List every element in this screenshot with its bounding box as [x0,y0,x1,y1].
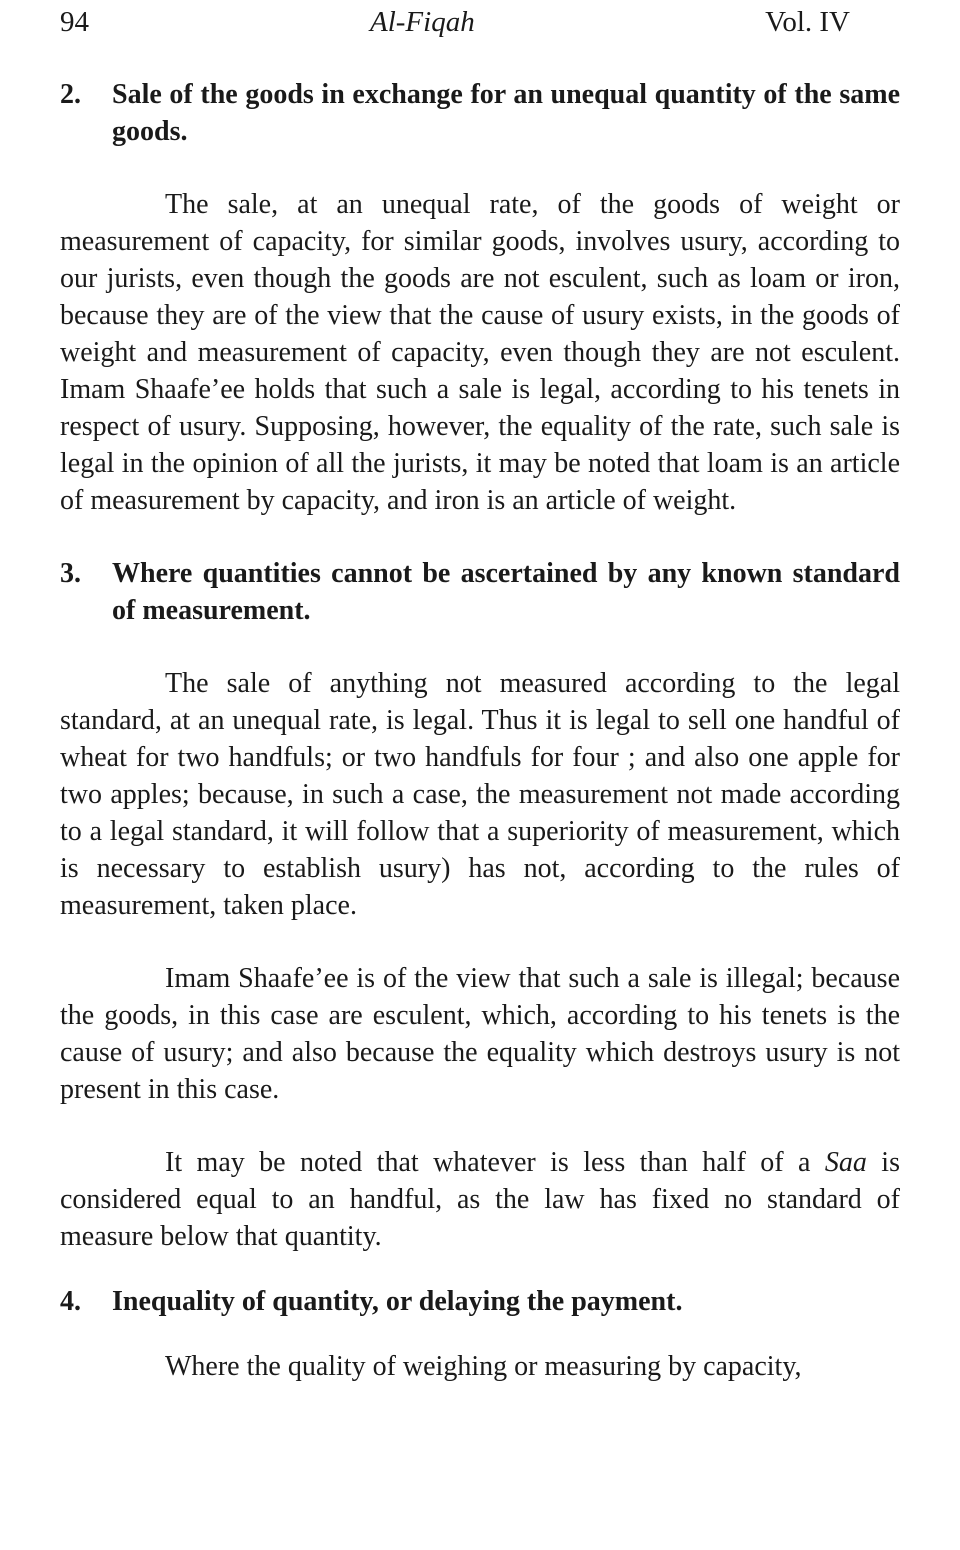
section-title: Sale of the goods in exchange for an unequal quantity of the same goods. [112,79,900,147]
book-title: Al-Fiqah [370,6,475,38]
saa-term: Saa [824,1147,867,1178]
page-number: 94 [60,6,89,38]
section-number: 3. [60,558,81,589]
section-number: 2. [60,79,81,110]
section-title: Inequality of quantity, or delaying the payment. [112,1286,683,1317]
section-title: Where quantities cannot be ascertained by any known standard of measurement. [112,558,900,626]
paragraph: The sale, at an unequal rate, of the goods of weight or measurement of capacity, for similar goods, involves usury, according to our jurists, even though the goods are not esculent, such as loam or iron, because they are of the view that the cause of usury exists, in the goods of weight and measurement of capacity, even though they are not esculent. Imam Shaafe’ee holds that such a sale is legal, according to his tenets in respect of usury. Supposing, however, the equality of the rate, such sale is legal in the opinion of all the jurists, it may be noted that loam is an article of measurement by capacity, and iron is an article of weight. [60,189,900,516]
paragraph: The sale of anything not measured according to the legal standard, at an unequal rate, is legal. Thus it is legal to sell one handful of wheat for two handfuls; or two handfuls for four ; and also one apple for two apples; because, in such a case, the measurement not made according to a legal standard, it will follow that a superiority of measurement, which is necessary to establish usury) has not, according to the rules of measurement, taken place. [60,668,900,921]
section-heading-2 [60,76,900,150]
running-head [60,2,850,42]
section-number: 4. [60,1286,81,1317]
paragraph-saa [60,1144,900,1255]
paragraph: Imam Shaafe’ee is of the view that such a sale is illegal; because the goods, in this case are esculent, which, according to his tenets is the cause of usury; and also because the equality which destroys usury is not present in this case. [60,963,900,1105]
page-body [60,76,900,1385]
paragraph: Where the quality of weighing or measuring by capacity, [165,1351,802,1382]
saa-text-before: It may be noted that whatever is less than half of a [165,1147,825,1178]
volume-label: Vol. IV [765,6,850,38]
section-heading-3 [60,555,900,629]
saa-text-after: is considered equal to an handful, as the law has fixed no standard of measure below that quantity. [60,1147,900,1252]
section-heading-4 [60,1283,900,1320]
